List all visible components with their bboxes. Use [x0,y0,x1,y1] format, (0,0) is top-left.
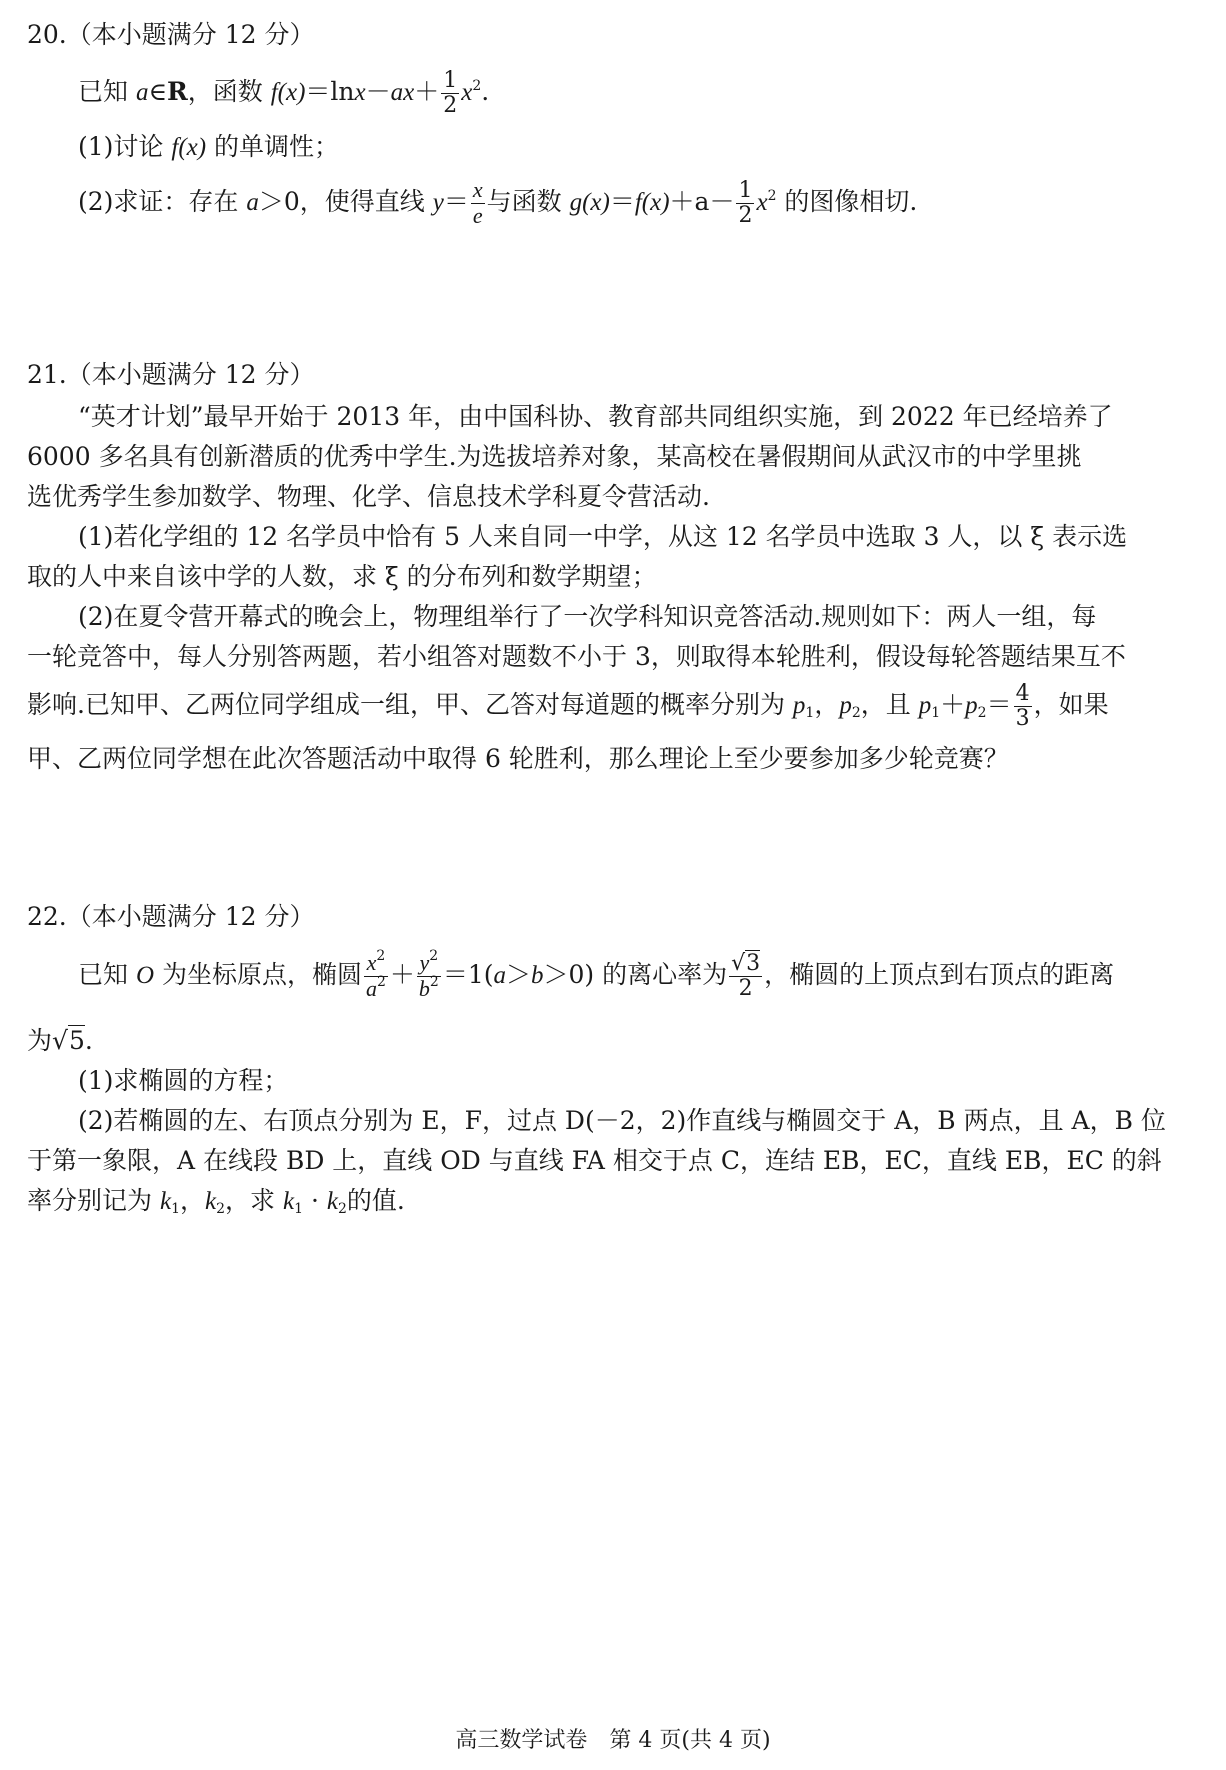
q21-line-1: “英才计划”最早开始于 2013 年，由中国科协、教育部共同组织实施，到 2022 年已经培养了 [78,402,1113,431]
q22-line-1: 已知 O 为坐标原点，椭圆 $\frac{x^2}{a^2}$ ＋ $\frac{y^2}{b^2}$ ＝1(a＞b＞0) 的离心率为 $\frac{√3}{2}$ ，椭圆的上顶点到右顶点的距离 [78,948,1115,1001]
q20-part2: (2)求证：存在 a＞0，使得直线 y＝ $\frac{x}{e}$ 与函数 g(x)＝f(x)＋a－ $\frac{1}{2}$ $x^2$ 的图像相切. [78,177,918,228]
q21-line-7: 一轮竞答中，每人分别答两题，若小组答对题数不小于 3，则取得本轮胜利，假设每轮答题结果互不 [27,642,1126,671]
fraction-x2-over-a2: $\frac{x^2}{a^2}$ [365,948,386,1001]
q22-part1: (1)求椭圆的方程； [78,1066,289,1095]
q21-header: 21.（本小题满分 12 分） [27,360,315,389]
q22-part2-line-3: 率分别记为 $k_1$，$k_2$，求 $k_1 \cdot k_2$的值. [27,1186,405,1217]
q22-part2-line-2: 于第一象限，A 在线段 BD 上，直线 OD 与直线 FA 相交于点 C，连结 EB，EC，直线 EB，EC 的斜 [27,1146,1162,1175]
q22-part2-line-1: (2)若椭圆的左、右顶点分别为 E，F，过点 D(－2，2)作直线与椭圆交于 A，B 两点，且 A，B 位 [78,1106,1166,1135]
q20-intro: 已知 a∈R，函数 f(x)＝lnx－ax＋ $\frac{1}{2}$ $x^2$. [78,68,490,118]
q21-line-3: 选优秀学生参加数学、物理、化学、信息技术学科夏令营活动. [27,482,710,511]
q21-line-8: 影响.已知甲、乙两位同学组成一组，甲、乙答对每道题的概率分别为 $p_1$，$p_2$，且 $p_1+p_2=$ $\frac{4}{3}$ ，如果 [27,681,1109,731]
q21-line-4: (1)若化学组的 12 名学员中恰有 5 人来自同一中学，从这 12 名学员中选取 3 人，以 ξ 表示选 [78,522,1128,551]
q20-header: 20.（本小题满分 12 分） [27,20,315,49]
page-footer: 高三数学试卷 第 4 页(共 4 页) [455,1728,771,1753]
fraction-one-half: $\frac{1}{2}$ [443,68,458,118]
q21-line-2: 6000 多名具有创新潜质的优秀中学生.为选拔培养对象，某高校在暑假期间从武汉市的中学里挑 [27,442,1082,471]
fraction-four-thirds: $\frac{4}{3}$ [1015,681,1030,731]
q22-line-2: 为√5. [27,1026,93,1055]
q21-line-9: 甲、乙两位同学想在此次答题活动中取得 6 轮胜利，那么理论上至少要参加多少轮竞赛？ [27,744,1009,773]
fraction-one-half-2: $\frac{1}{2}$ [738,178,753,228]
fraction-x-over-e: $\frac{x}{e}$ [472,177,483,228]
q21-line-5: 取的人中来自该中学的人数，求 ξ 的分布列和数学期望； [27,562,657,591]
q20-part1: (1)讨论 f(x) 的单调性； [78,132,340,161]
fraction-sqrt3-over-2: $\frac{√3}{2}$ [731,951,761,1001]
q21-line-6: (2)在夏令营开幕式的晚会上，物理组举行了一次学科知识竞答活动.规则如下：两人一组，每 [78,602,1097,631]
fraction-y2-over-b2: $\frac{y^2}{b^2}$ [418,948,439,1001]
q22-header: 22.（本小题满分 12 分） [27,902,315,931]
